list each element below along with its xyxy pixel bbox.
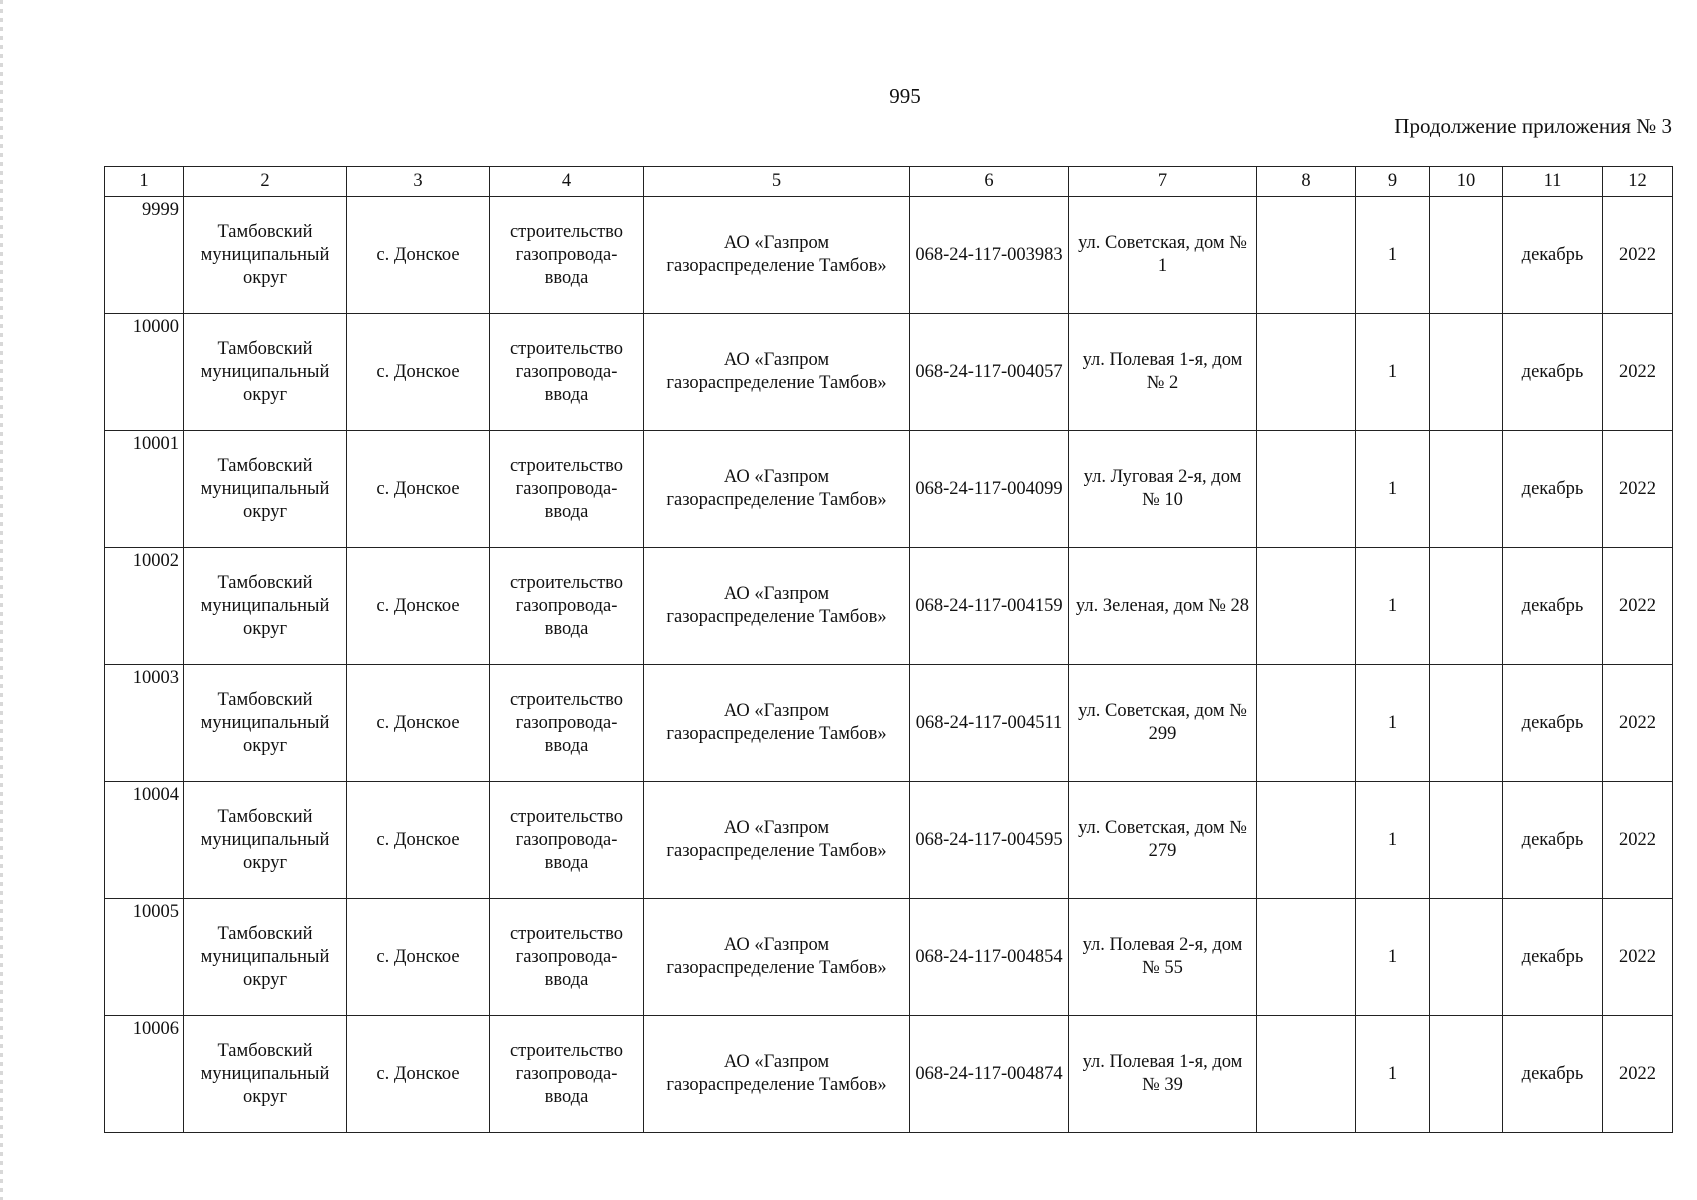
column-header: 5 [644, 167, 910, 197]
cell-10-cell [1430, 548, 1503, 665]
address-cell: ул. Полевая 1-я, дом № 2 [1069, 314, 1257, 431]
month-cell: декабрь [1503, 782, 1603, 899]
organization-cell: АО «Газпром газораспределение Тамбов» [644, 899, 910, 1016]
settlement-cell: с. Донское [347, 197, 490, 314]
municipality-cell: Тамбовский муниципальный округ [184, 665, 347, 782]
table-row [105, 899, 1673, 1016]
work-type-cell: строительство газопровода-ввода [490, 197, 644, 314]
year-cell: 2022 [1603, 431, 1673, 548]
table-header [105, 167, 1673, 197]
municipality-cell: Тамбовский муниципальный округ [184, 548, 347, 665]
quantity-cell: 1 [1356, 1016, 1430, 1133]
cell-8-cell [1257, 899, 1356, 1016]
page-number: 995 [889, 84, 921, 108]
column-header: 6 [910, 167, 1069, 197]
cell-10-cell [1430, 899, 1503, 1016]
year-cell: 2022 [1603, 899, 1673, 1016]
organization-cell: АО «Газпром газораспределение Тамбов» [644, 431, 910, 548]
work-type-cell: строительство газопровода-ввода [490, 1016, 644, 1133]
table-row [105, 665, 1673, 782]
settlement-cell: с. Донское [347, 314, 490, 431]
year-cell: 2022 [1603, 548, 1673, 665]
table-row [105, 314, 1673, 431]
address-cell: ул. Полевая 1-я, дом № 39 [1069, 1016, 1257, 1133]
settlement-cell: с. Донское [347, 899, 490, 1016]
object-id-cell: 068-24-117-004595 [910, 782, 1069, 899]
settlement-cell: с. Донское [347, 665, 490, 782]
table-row [105, 782, 1673, 899]
municipality-cell: Тамбовский муниципальный округ [184, 1016, 347, 1133]
object-id-cell: 068-24-117-003983 [910, 197, 1069, 314]
table-row [105, 1016, 1673, 1133]
cell-10-cell [1430, 665, 1503, 782]
column-header: 3 [347, 167, 490, 197]
row-number-cell: 10006 [105, 1016, 184, 1133]
work-type-cell: строительство газопровода-ввода [490, 314, 644, 431]
column-header: 7 [1069, 167, 1257, 197]
month-cell: декабрь [1503, 197, 1603, 314]
table-body [105, 197, 1673, 1133]
column-number-row [105, 167, 1673, 197]
work-type-cell: строительство газопровода-ввода [490, 782, 644, 899]
cell-8-cell [1257, 431, 1356, 548]
quantity-cell: 1 [1356, 782, 1430, 899]
quantity-cell: 1 [1356, 665, 1430, 782]
object-id-cell: 068-24-117-004854 [910, 899, 1069, 1016]
row-number-cell: 10001 [105, 431, 184, 548]
address-cell: ул. Советская, дом № 1 [1069, 197, 1257, 314]
organization-cell: АО «Газпром газораспределение Тамбов» [644, 314, 910, 431]
column-header: 4 [490, 167, 644, 197]
work-type-cell: строительство газопровода-ввода [490, 431, 644, 548]
row-number-cell: 9999 [105, 197, 184, 314]
month-cell: декабрь [1503, 899, 1603, 1016]
organization-cell: АО «Газпром газораспределение Тамбов» [644, 548, 910, 665]
settlement-cell: с. Донское [347, 782, 490, 899]
cell-8-cell [1257, 665, 1356, 782]
address-cell: ул. Полевая 2-я, дом № 55 [1069, 899, 1257, 1016]
column-header: 10 [1430, 167, 1503, 197]
organization-cell: АО «Газпром газораспределение Тамбов» [644, 1016, 910, 1133]
work-type-cell: строительство газопровода-ввода [490, 665, 644, 782]
column-header: 11 [1503, 167, 1603, 197]
appendix-table [104, 166, 1673, 1133]
cell-8-cell [1257, 314, 1356, 431]
work-type-cell: строительство газопровода-ввода [490, 899, 644, 1016]
settlement-cell: с. Донское [347, 1016, 490, 1133]
cell-8-cell [1257, 1016, 1356, 1133]
cell-10-cell [1430, 1016, 1503, 1133]
address-cell: ул. Советская, дом № 299 [1069, 665, 1257, 782]
row-number-cell: 10004 [105, 782, 184, 899]
organization-cell: АО «Газпром газораспределение Тамбов» [644, 665, 910, 782]
address-cell: ул. Луговая 2-я, дом № 10 [1069, 431, 1257, 548]
row-number-cell: 10005 [105, 899, 184, 1016]
quantity-cell: 1 [1356, 197, 1430, 314]
cell-10-cell [1430, 431, 1503, 548]
table-row [105, 431, 1673, 548]
year-cell: 2022 [1603, 665, 1673, 782]
scan-edge-artifact [0, 0, 3, 1200]
column-header: 1 [105, 167, 184, 197]
settlement-cell: с. Донское [347, 431, 490, 548]
year-cell: 2022 [1603, 197, 1673, 314]
table-row [105, 197, 1673, 314]
column-header: 12 [1603, 167, 1673, 197]
organization-cell: АО «Газпром газораспределение Тамбов» [644, 782, 910, 899]
column-header: 2 [184, 167, 347, 197]
municipality-cell: Тамбовский муниципальный округ [184, 899, 347, 1016]
quantity-cell: 1 [1356, 899, 1430, 1016]
row-number-cell: 10000 [105, 314, 184, 431]
cell-8-cell [1257, 197, 1356, 314]
quantity-cell: 1 [1356, 314, 1430, 431]
year-cell: 2022 [1603, 782, 1673, 899]
municipality-cell: Тамбовский муниципальный округ [184, 431, 347, 548]
month-cell: декабрь [1503, 431, 1603, 548]
table-row [105, 548, 1673, 665]
column-header: 9 [1356, 167, 1430, 197]
address-cell: ул. Зеленая, дом № 28 [1069, 548, 1257, 665]
municipality-cell: Тамбовский муниципальный округ [184, 782, 347, 899]
organization-cell: АО «Газпром газораспределение Тамбов» [644, 197, 910, 314]
column-header: 8 [1257, 167, 1356, 197]
quantity-cell: 1 [1356, 548, 1430, 665]
year-cell: 2022 [1603, 1016, 1673, 1133]
row-number-cell: 10003 [105, 665, 184, 782]
appendix-continuation-label: Продолжение приложения № 3 [1394, 114, 1672, 138]
municipality-cell: Тамбовский муниципальный округ [184, 314, 347, 431]
month-cell: декабрь [1503, 1016, 1603, 1133]
object-id-cell: 068-24-117-004874 [910, 1016, 1069, 1133]
object-id-cell: 068-24-117-004511 [910, 665, 1069, 782]
cell-8-cell [1257, 782, 1356, 899]
cell-10-cell [1430, 314, 1503, 431]
month-cell: декабрь [1503, 548, 1603, 665]
settlement-cell: с. Донское [347, 548, 490, 665]
municipality-cell: Тамбовский муниципальный округ [184, 197, 347, 314]
month-cell: декабрь [1503, 665, 1603, 782]
cell-8-cell [1257, 548, 1356, 665]
object-id-cell: 068-24-117-004057 [910, 314, 1069, 431]
address-cell: ул. Советская, дом № 279 [1069, 782, 1257, 899]
object-id-cell: 068-24-117-004099 [910, 431, 1069, 548]
row-number-cell: 10002 [105, 548, 184, 665]
cell-10-cell [1430, 197, 1503, 314]
month-cell: декабрь [1503, 314, 1603, 431]
year-cell: 2022 [1603, 314, 1673, 431]
quantity-cell: 1 [1356, 431, 1430, 548]
cell-10-cell [1430, 782, 1503, 899]
object-id-cell: 068-24-117-004159 [910, 548, 1069, 665]
work-type-cell: строительство газопровода-ввода [490, 548, 644, 665]
